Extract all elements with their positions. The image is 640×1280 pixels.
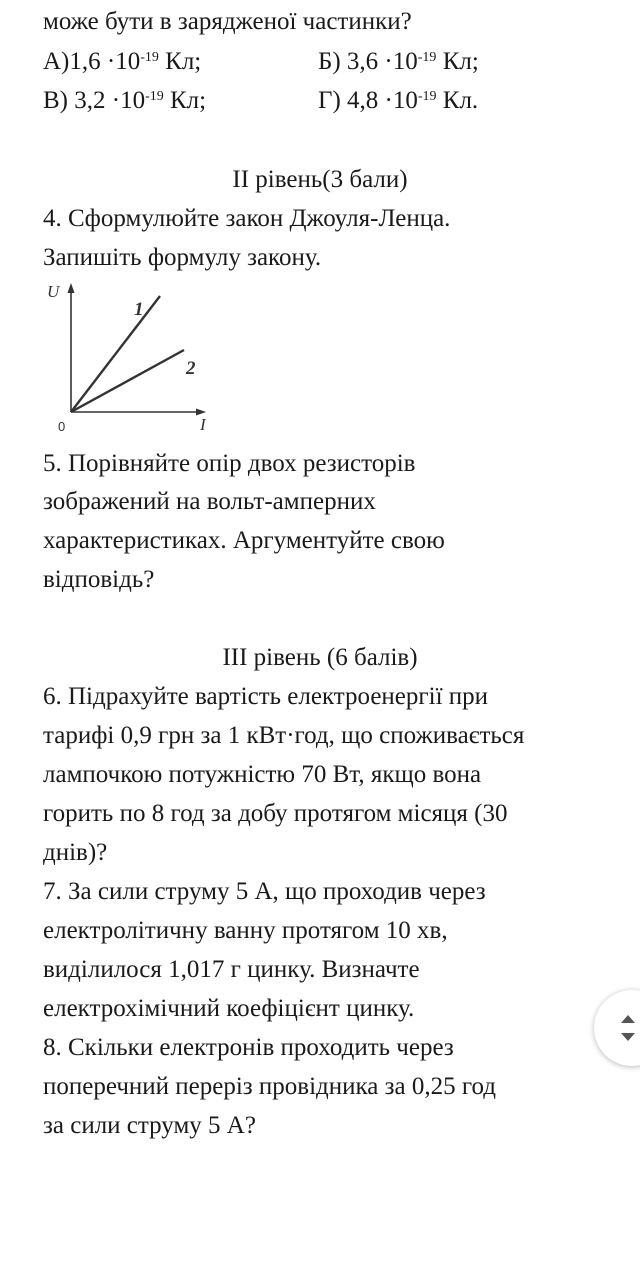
level-3-heading: ІІІ рівень (6 балів) bbox=[222, 644, 418, 671]
answer-option-b: Б) $3,6 \cdot 10^{-19}$ Кл; bbox=[318, 48, 479, 75]
y-axis-label: U bbox=[47, 282, 60, 301]
question-4-line-2: Запишіть формулу закону. bbox=[43, 244, 322, 271]
up-down-arrows-icon bbox=[616, 1010, 640, 1046]
graph-line-1 bbox=[71, 296, 160, 412]
question-8-line-2: поперечний переріз провідника за 0,25 год bbox=[43, 1073, 497, 1100]
question-7-line-2: електролітичну ванну протягом 10 хв, bbox=[43, 917, 448, 944]
origin-label: 0 bbox=[58, 419, 66, 434]
question-6-line-4: горить по 8 год за добу протягом місяця (30 bbox=[43, 800, 508, 827]
line-2-label: 2 bbox=[186, 358, 196, 379]
question-5-line-3: характеристиках. Аргументуйте свою bbox=[43, 527, 445, 554]
graph-line-2 bbox=[71, 350, 184, 412]
question-7-line-1: 7. За сили струму 5 А, що проходив через bbox=[43, 878, 486, 905]
question-6-line-3: лампочкою потужністю 70 Вт, якщо вона bbox=[43, 761, 482, 788]
question-4-line-1: 4. Сформулюйте закон Джоуля-Ленца. bbox=[43, 205, 451, 232]
answer-option-a: $А)1,6 \cdot 10^{-19}$ Кл; bbox=[43, 48, 202, 75]
question-5-line-1: 5. Порівняйте опір двох резисторів bbox=[43, 450, 416, 477]
line-1-label: 1 bbox=[134, 299, 144, 320]
answer-option-g: Г) $4,8 \cdot 10^{-19}$ Кл. bbox=[318, 87, 479, 114]
volt-ampere-graph bbox=[38, 277, 228, 442]
question-8-line-3: за сили струму 5 А? bbox=[43, 1112, 256, 1139]
question-3-text: може бути в зарядженої частинки? bbox=[43, 8, 412, 35]
question-5-line-4: відповідь? bbox=[43, 566, 155, 593]
question-6-line-1: 6. Підрахуйте вартість електроенергії при bbox=[43, 683, 489, 710]
question-5-line-2: зображений на вольт-амперних bbox=[43, 488, 376, 515]
question-6-line-2: тарифі 0,9 грн за 1 кВт·год, що споживається bbox=[43, 722, 525, 749]
question-8-line-1: 8. Скільки електронів проходить через bbox=[43, 1034, 454, 1061]
scroll-button[interactable] bbox=[594, 990, 640, 1066]
question-7-line-3: виділилося 1,017 г цинку. Визначте bbox=[43, 956, 420, 983]
question-6-line-5: днів)? bbox=[43, 839, 108, 866]
question-7-line-4: електрохімічний коефіцієнт цинку. bbox=[43, 995, 415, 1022]
y-axis-arrow bbox=[68, 283, 75, 293]
level-2-heading: ІІ рівень(3 бали) bbox=[232, 166, 408, 193]
x-axis-label: I bbox=[200, 415, 206, 434]
answer-option-v: В) $3,2 \cdot 10^{-19}$ Кл; bbox=[43, 87, 207, 114]
